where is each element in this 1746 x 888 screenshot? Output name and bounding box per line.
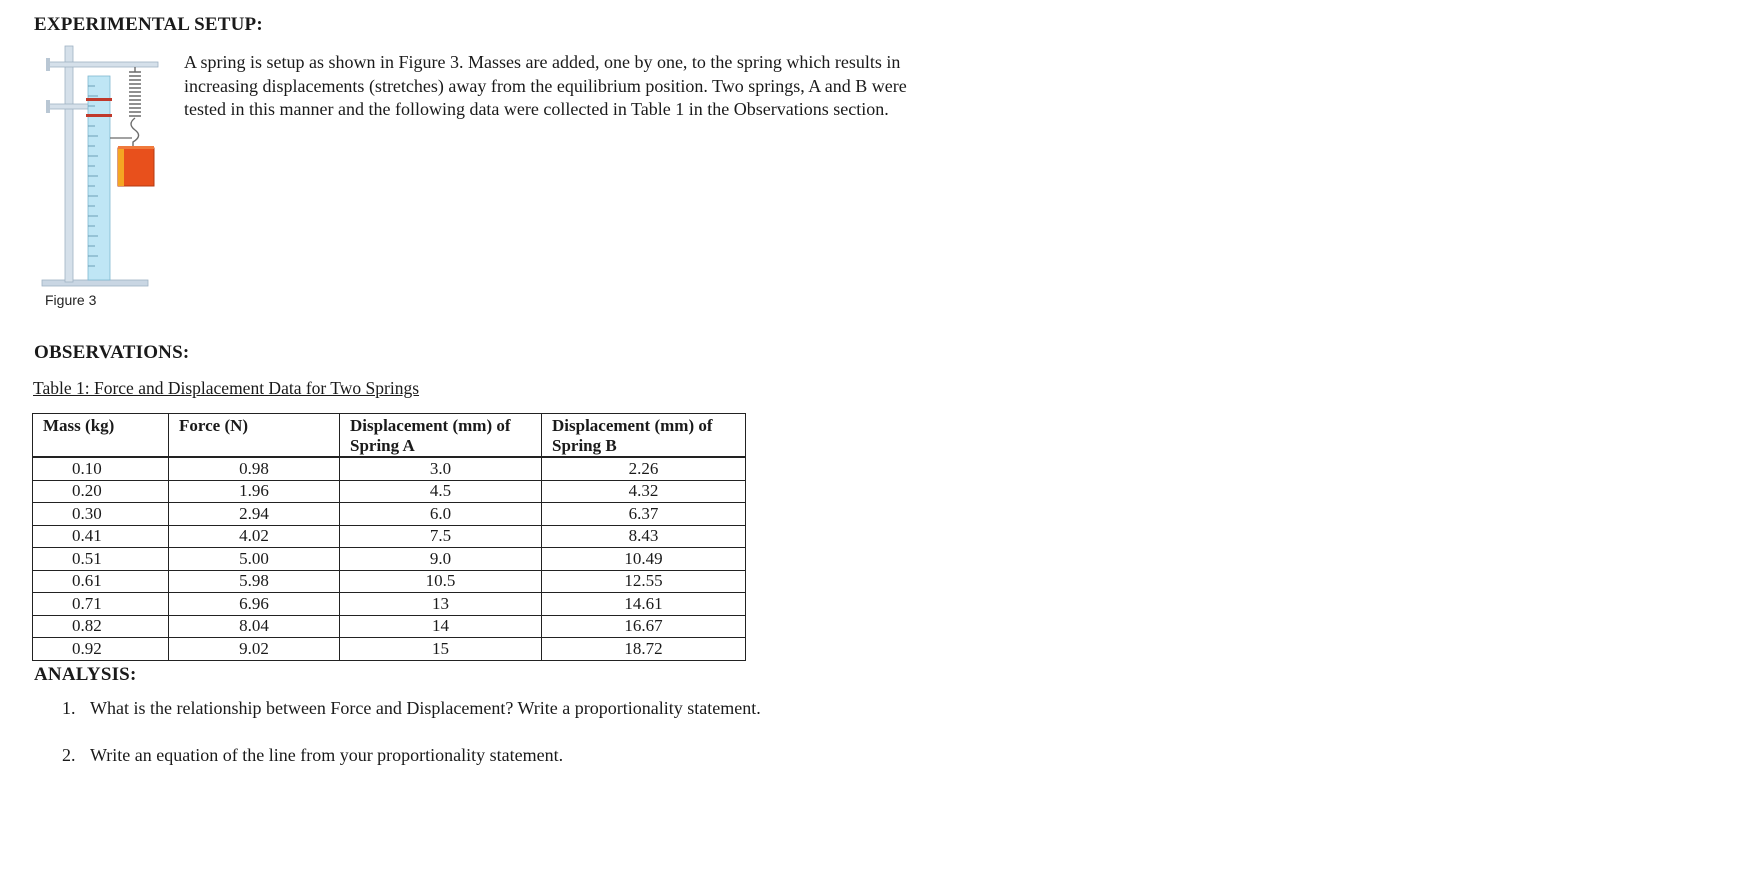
cell-force: 1.96 xyxy=(169,480,340,503)
cell-displacement-a: 10.5 xyxy=(340,570,542,593)
experimental-setup-heading: EXPERIMENTAL SETUP: xyxy=(34,14,263,35)
cell-force: 4.02 xyxy=(169,525,340,548)
table-row xyxy=(33,503,746,526)
table-row xyxy=(33,480,746,503)
question-number: 1. xyxy=(62,698,76,718)
cell-mass: 0.82 xyxy=(33,615,169,638)
cell-displacement-b: 6.37 xyxy=(542,503,746,526)
figure-caption: Figure 3 xyxy=(45,292,97,308)
spring xyxy=(129,67,141,148)
force-displacement-table xyxy=(32,413,746,661)
cell-displacement-b: 16.67 xyxy=(542,615,746,638)
cell-displacement-a: 4.5 xyxy=(340,480,542,503)
header-displacement-a: Displacement (mm) of Spring A xyxy=(340,414,542,458)
cell-mass: 0.92 xyxy=(33,638,169,661)
cell-mass: 0.10 xyxy=(33,457,169,480)
header-force: Force (N) xyxy=(169,414,340,458)
ruler xyxy=(88,76,110,280)
spring-apparatus-figure xyxy=(40,42,190,292)
table-row xyxy=(33,525,746,548)
cell-force: 0.98 xyxy=(169,457,340,480)
cell-displacement-a: 9.0 xyxy=(340,548,542,571)
analysis-heading: ANALYSIS: xyxy=(34,664,137,685)
cell-mass: 0.71 xyxy=(33,593,169,616)
cell-mass: 0.51 xyxy=(33,548,169,571)
cell-mass: 0.41 xyxy=(33,525,169,548)
setup-paragraph: A spring is setup as shown in Figure 3. Masses are added, one by one, to the spring which results in increasing displacements (stretches) away from the equilibrium position. Two springs, A and B were tested in this manner and the following data were collected in Table 1 in the Observations section. xyxy=(184,52,907,119)
question-text: Write an equation of the line from your proportionality statement. xyxy=(90,745,564,765)
cell-displacement-a: 14 xyxy=(340,615,542,638)
observations-heading: OBSERVATIONS: xyxy=(34,342,190,363)
header-displacement-b: Displacement (mm) of Spring B xyxy=(542,414,746,458)
cell-displacement-b: 12.55 xyxy=(542,570,746,593)
cell-displacement-b: 2.26 xyxy=(542,457,746,480)
cell-displacement-b: 4.32 xyxy=(542,480,746,503)
cell-force: 9.02 xyxy=(169,638,340,661)
cell-displacement-b: 14.61 xyxy=(542,593,746,616)
table-row xyxy=(33,548,746,571)
cell-displacement-a: 6.0 xyxy=(340,503,542,526)
cell-mass: 0.20 xyxy=(33,480,169,503)
header-mass: Mass (kg) xyxy=(33,414,169,458)
cell-force: 2.94 xyxy=(169,503,340,526)
cell-force: 6.96 xyxy=(169,593,340,616)
stand-base xyxy=(42,280,148,286)
stand-pole xyxy=(65,46,73,282)
table-row xyxy=(33,457,746,480)
cell-displacement-a: 7.5 xyxy=(340,525,542,548)
question-number: 2. xyxy=(62,745,76,765)
table-row xyxy=(33,638,746,661)
cell-force: 5.00 xyxy=(169,548,340,571)
cell-displacement-a: 13 xyxy=(340,593,542,616)
cell-force: 5.98 xyxy=(169,570,340,593)
cell-displacement-b: 8.43 xyxy=(542,525,746,548)
analysis-question xyxy=(62,745,563,766)
question-text: What is the relationship between Force and Displacement? Write a proportionality statement. xyxy=(90,698,761,718)
cell-mass: 0.30 xyxy=(33,503,169,526)
analysis-question xyxy=(62,698,761,719)
cell-displacement-b: 18.72 xyxy=(542,638,746,661)
table-row xyxy=(33,615,746,638)
cell-displacement-a: 3.0 xyxy=(340,457,542,480)
cell-displacement-a: 15 xyxy=(340,638,542,661)
top-clamp xyxy=(48,62,158,67)
cell-displacement-b: 10.49 xyxy=(542,548,746,571)
table-caption: Table 1: Force and Displacement Data for Two Springs xyxy=(33,378,420,398)
cell-force: 8.04 xyxy=(169,615,340,638)
table-row xyxy=(33,593,746,616)
cell-mass: 0.61 xyxy=(33,570,169,593)
table-row xyxy=(33,570,746,593)
table-header-row xyxy=(33,414,746,458)
